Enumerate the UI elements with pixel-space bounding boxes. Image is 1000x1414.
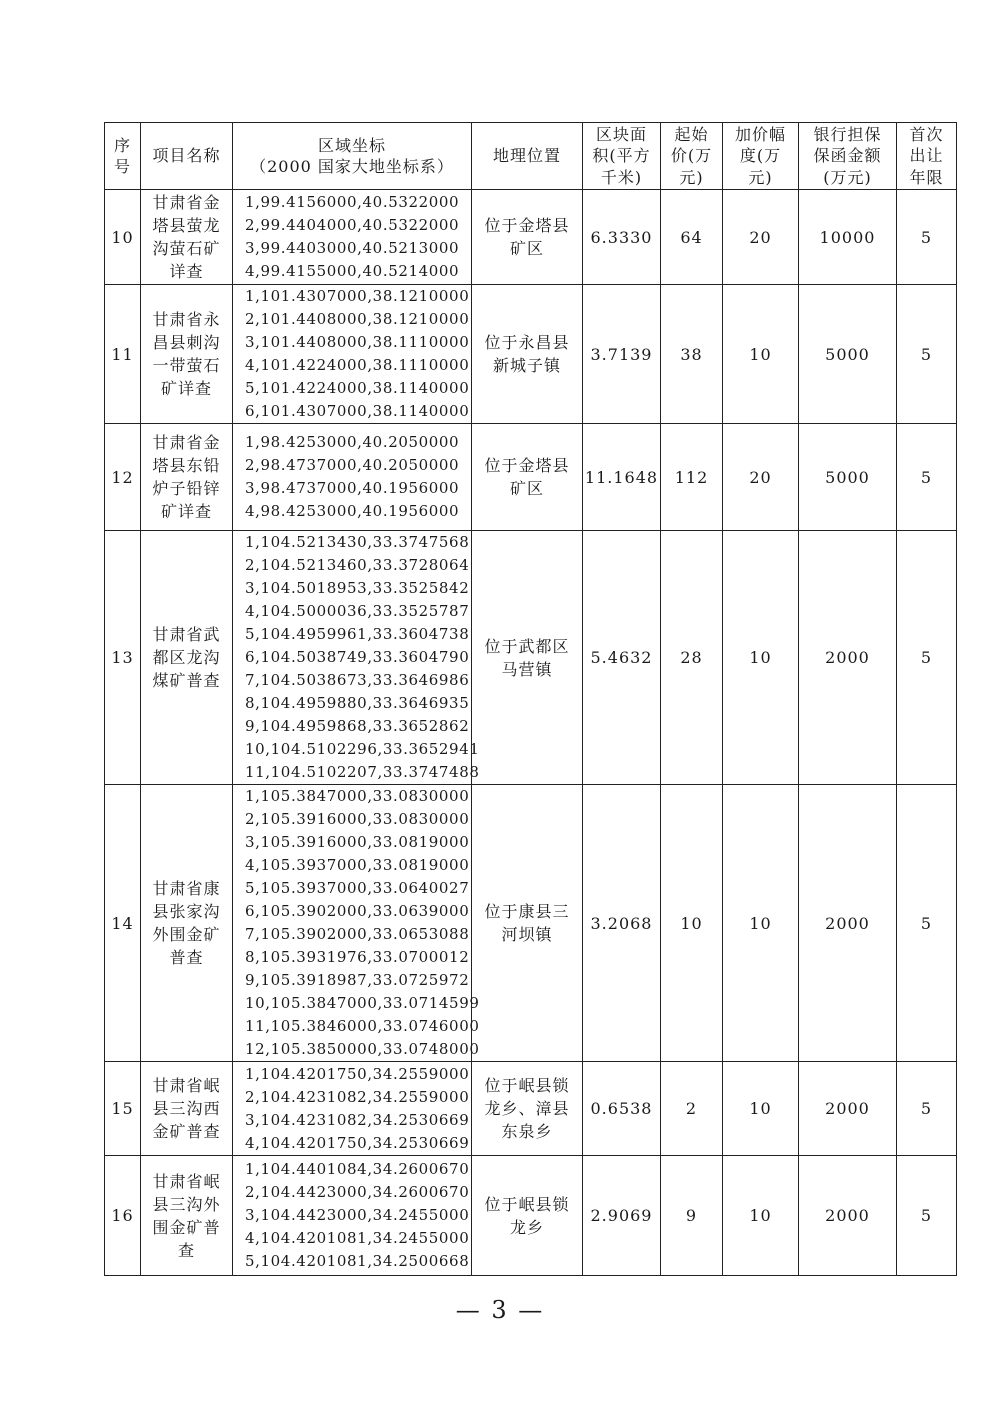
cell-increment: 10 xyxy=(723,285,799,424)
cell-area: 2.9069 xyxy=(583,1156,661,1276)
cell-coords xyxy=(233,1156,472,1276)
header-start-price: 起始 价(万 元) xyxy=(661,123,723,190)
coord-line: 6,101.4307000,38.1140000 xyxy=(245,402,470,420)
cell-increment: 10 xyxy=(723,1062,799,1156)
cell-area: 3.7139 xyxy=(583,285,661,424)
cell-start-price: 38 xyxy=(661,285,723,424)
coord-line: 2,105.3916000,33.0830000 xyxy=(245,810,470,828)
coord-line: 3,104.5018953,33.3525842 xyxy=(245,579,470,597)
cell-guarantee: 2000 xyxy=(799,1062,897,1156)
cell-location: 位于武都区 马营镇 xyxy=(472,531,583,785)
cell-seq: 12 xyxy=(105,424,141,531)
table-row xyxy=(105,785,957,1062)
cell-increment: 10 xyxy=(723,785,799,1062)
coord-line: 3,99.4403000,40.5213000 xyxy=(245,239,460,257)
cell-start-price: 112 xyxy=(661,424,723,531)
coord-line: 8,105.3931976,33.0700012 xyxy=(245,948,470,966)
cell-coords xyxy=(233,1062,472,1156)
cell-project-name: 甘肃省金 塔县东铅 炉子铅锌 矿详查 xyxy=(141,424,233,531)
coord-line: 2,99.4404000,40.5322000 xyxy=(245,216,460,234)
coord-line: 1,99.4156000,40.5322000 xyxy=(245,193,460,211)
coord-line: 7,105.3902000,33.0653088 xyxy=(245,925,470,943)
cell-guarantee: 2000 xyxy=(799,1156,897,1276)
header-name: 项目名称 xyxy=(141,123,233,190)
coord-line: 10,105.3847000,33.0714599 xyxy=(245,994,480,1012)
header-increment: 加价幅 度(万 元) xyxy=(723,123,799,190)
coord-line: 1,98.4253000,40.2050000 xyxy=(245,433,460,451)
coord-line: 4,104.4201081,34.2455000 xyxy=(245,1229,470,1247)
coord-line: 3,101.4408000,38.1110000 xyxy=(245,333,470,351)
coord-line: 1,104.4401084,34.2600670 xyxy=(245,1160,470,1178)
coord-line: 5,105.3937000,33.0640027 xyxy=(245,879,470,897)
cell-project-name: 甘肃省永 昌县刺沟 一带萤石 矿详查 xyxy=(141,285,233,424)
cell-area: 5.4632 xyxy=(583,531,661,785)
cell-location: 位于岷县锁 龙乡 xyxy=(472,1156,583,1276)
cell-location: 位于康县三 河坝镇 xyxy=(472,785,583,1062)
mining-rights-table xyxy=(104,122,957,1276)
coord-line: 11,105.3846000,33.0746000 xyxy=(245,1017,480,1035)
cell-project-name: 甘肃省康 县张家沟 外围金矿 普查 xyxy=(141,785,233,1062)
table-body xyxy=(105,190,957,1276)
coord-line: 4,101.4224000,38.1110000 xyxy=(245,356,470,374)
coord-line: 8,104.4959880,33.3646935 xyxy=(245,694,470,712)
cell-start-price: 28 xyxy=(661,531,723,785)
coord-line: 4,99.4155000,40.5214000 xyxy=(245,262,460,280)
header-term: 首次 出让 年限 xyxy=(897,123,957,190)
coord-line: 2,104.5213460,33.3728064 xyxy=(245,556,470,574)
cell-area: 11.1648 xyxy=(583,424,661,531)
coord-line: 1,104.5213430,33.3747568 xyxy=(245,533,470,551)
coord-line: 9,105.3918987,33.0725972 xyxy=(245,971,470,989)
cell-area: 3.2068 xyxy=(583,785,661,1062)
cell-term: 5 xyxy=(897,531,957,785)
cell-coords xyxy=(233,285,472,424)
table-row xyxy=(105,531,957,785)
coord-line: 4,98.4253000,40.1956000 xyxy=(245,502,460,520)
cell-term: 5 xyxy=(897,190,957,285)
coord-line: 6,104.5038749,33.3604790 xyxy=(245,648,470,666)
cell-area: 6.3330 xyxy=(583,190,661,285)
coord-line: 6,105.3902000,33.0639000 xyxy=(245,902,470,920)
cell-coords xyxy=(233,190,472,285)
cell-coords xyxy=(233,531,480,785)
coord-line: 1,104.4201750,34.2559000 xyxy=(245,1064,470,1083)
coord-line: 5,104.4201081,34.2500668 xyxy=(245,1252,470,1270)
coord-line: 2,104.4423000,34.2600670 xyxy=(245,1183,470,1201)
table-row xyxy=(105,424,957,531)
cell-guarantee: 5000 xyxy=(799,285,897,424)
cell-term: 5 xyxy=(897,785,957,1062)
header-guarantee: 银行担保 保函金额 (万元) xyxy=(799,123,897,190)
cell-increment: 20 xyxy=(723,424,799,531)
coord-line: 5,101.4224000,38.1140000 xyxy=(245,379,470,397)
coord-line: 4,104.5000036,33.3525787 xyxy=(245,602,470,620)
coord-line: 10,104.5102296,33.3652941 xyxy=(245,740,480,758)
cell-term: 5 xyxy=(897,1062,957,1156)
cell-location: 位于岷县锁 龙乡、漳县 东泉乡 xyxy=(472,1062,583,1156)
header-area: 区块面 积(平方 千米) xyxy=(583,123,661,190)
coord-line: 3,104.4231082,34.2530669 xyxy=(245,1110,470,1129)
coord-line: 4,105.3937000,33.0819000 xyxy=(245,856,470,874)
page-number: — 3 — xyxy=(455,1296,545,1324)
header-coords: 区域坐标 （2000 国家大地坐标系） xyxy=(233,123,472,190)
coord-line: 5,104.4959961,33.3604738 xyxy=(245,625,470,643)
cell-guarantee: 10000 xyxy=(799,190,897,285)
cell-start-price: 64 xyxy=(661,190,723,285)
cell-seq: 11 xyxy=(105,285,141,424)
coord-line: 11,104.5102207,33.3747488 xyxy=(245,763,480,781)
coord-line: 9,104.4959868,33.3652862 xyxy=(245,717,470,735)
cell-term: 5 xyxy=(897,424,957,531)
coord-line: 1,101.4307000,38.1210000 xyxy=(245,287,470,305)
cell-guarantee: 2000 xyxy=(799,531,897,785)
cell-coords xyxy=(233,424,472,531)
header-seq: 序 号 xyxy=(105,123,141,190)
cell-project-name: 甘肃省金 塔县萤龙 沟萤石矿 详查 xyxy=(141,190,233,285)
cell-project-name: 甘肃省岷 县三沟外 围金矿普 查 xyxy=(141,1156,233,1276)
cell-guarantee: 2000 xyxy=(799,785,897,1062)
cell-location: 位于金塔县 矿区 xyxy=(472,190,583,285)
cell-seq: 14 xyxy=(105,785,141,1062)
coord-line: 2,101.4408000,38.1210000 xyxy=(245,310,470,328)
coord-line: 3,105.3916000,33.0819000 xyxy=(245,833,470,851)
coord-line: 7,104.5038673,33.3646986 xyxy=(245,671,470,689)
cell-project-name: 甘肃省武 都区龙沟 煤矿普查 xyxy=(141,531,233,785)
cell-term: 5 xyxy=(897,1156,957,1276)
cell-project-name: 甘肃省岷 县三沟西 金矿普查 xyxy=(141,1062,233,1156)
coord-line: 3,98.4737000,40.1956000 xyxy=(245,479,460,497)
cell-start-price: 2 xyxy=(661,1062,723,1156)
cell-area: 0.6538 xyxy=(583,1062,661,1156)
cell-location: 位于金塔县 矿区 xyxy=(472,424,583,531)
cell-seq: 16 xyxy=(105,1156,141,1276)
coord-line: 2,104.4231082,34.2559000 xyxy=(245,1087,470,1106)
cell-seq: 10 xyxy=(105,190,141,285)
cell-location: 位于永昌县 新城子镇 xyxy=(472,285,583,424)
table-row xyxy=(105,1156,957,1276)
cell-term: 5 xyxy=(897,285,957,424)
header-location: 地理位置 xyxy=(472,123,583,190)
table-header-row xyxy=(105,123,957,190)
coord-line: 4,104.4201750,34.2530669 xyxy=(245,1133,470,1152)
coord-line: 12,105.3850000,33.0748000 xyxy=(245,1040,480,1058)
cell-coords xyxy=(233,785,480,1062)
cell-guarantee: 5000 xyxy=(799,424,897,531)
cell-seq: 13 xyxy=(105,531,141,785)
cell-start-price: 10 xyxy=(661,785,723,1062)
cell-start-price: 9 xyxy=(661,1156,723,1276)
coord-line: 3,104.4423000,34.2455000 xyxy=(245,1206,470,1224)
coord-line: 1,105.3847000,33.0830000 xyxy=(245,787,470,805)
table-row xyxy=(105,190,957,285)
cell-increment: 10 xyxy=(723,1156,799,1276)
table-row xyxy=(105,285,957,424)
coord-line: 2,98.4737000,40.2050000 xyxy=(245,456,460,474)
cell-increment: 20 xyxy=(723,190,799,285)
table-row xyxy=(105,1062,957,1156)
cell-increment: 10 xyxy=(723,531,799,785)
cell-seq: 15 xyxy=(105,1062,141,1156)
